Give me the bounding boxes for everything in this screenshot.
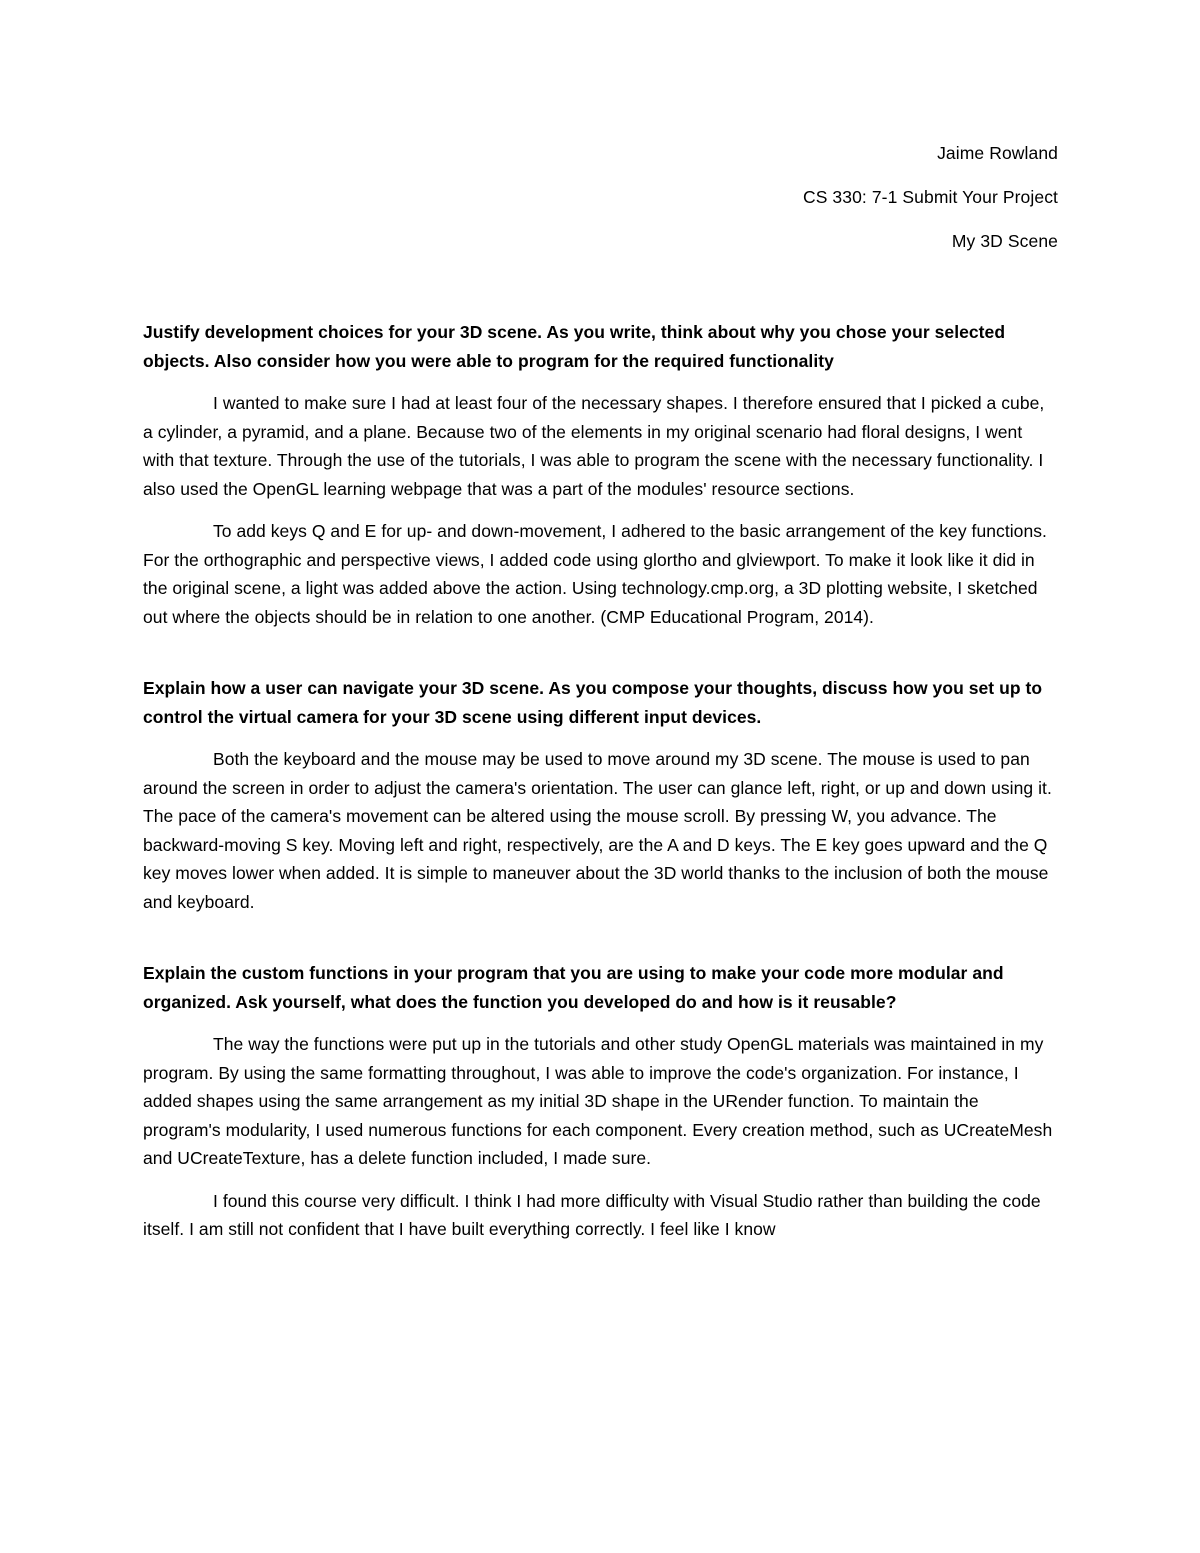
document-header xyxy=(458,142,1058,274)
paragraph: I wanted to make sure I had at least four of the necessary shapes. I therefore ensured that I picked a cube, a cylinder, a pyramid, and a plane. Because two of the elements in my original scenario had floral designs, I went with that texture. Through the use of the tutorials, I was able to program the scene with the necessary functionality. I also used the OpenGL learning webpage that was a part of the modules' resource sections. xyxy=(143,393,1045,499)
section-heading-custom-functions: Explain the custom functions in your program that you are using to make your code more modular and organized. Ask yourself, what does the function you developed do and how is it reusable? xyxy=(143,963,1004,1012)
document-body xyxy=(143,318,1058,1244)
document-title: My 3D Scene xyxy=(951,231,1058,251)
paragraph: I found this course very difficult. I think I had more difficulty with Visual Studio rather than building the code itself. I am still not confident that I have built everything correctly. I feel like I know xyxy=(143,1190,1041,1239)
section-heading-development-choices: Justify development choices for your 3D scene. As you write, think about why you chose your selected objects. Also consider how you were able to program for the required functionality xyxy=(143,322,1006,371)
author-name: Jaime Rowland xyxy=(937,143,1058,163)
paragraph: To add keys Q and E for up- and down-movement, I adhered to the basic arrangement of the key functions. For the orthographic and perspective views, I added code using glortho and glviewport. To make it look like it did in the original scene, a light was added above the action. Using technology.cmp.org, a 3D plotting website, I sketched out where the objects should be in relation to one another. (CMP Educational Program, 2014). xyxy=(143,521,1047,627)
section-heading-navigation: Explain how a user can navigate your 3D scene. As you compose your thoughts, discuss how you set up to control the virtual camera for your 3D scene using different input devices. xyxy=(143,678,1043,727)
paragraph: The way the functions were put up in the tutorials and other study OpenGL materials was maintained in my program. By using the same formatting throughout, I was able to improve the code's organization. For instance, I added shapes using the same arrangement as my initial 3D shape in the URender function. To maintain the program's modularity, I used numerous functions for each component. Every creation method, such as UCreateMesh and UCreateTexture, has a delete function included, I made sure. xyxy=(143,1034,1053,1168)
paragraph: Both the keyboard and the mouse may be used to move around my 3D scene. The mouse is used to pan around the screen in order to adjust the camera's orientation. The user can glance left, right, or up and down using it. The pace of the camera's movement can be altered using the mouse scroll. By pressing W, you advance. The backward-moving S key. Moving left and right, respectively, are the A and D keys. The E key goes upward and the Q key moves lower when added. It is simple to maneuver about the 3D world thanks to the inclusion of both the mouse and keyboard. xyxy=(143,749,1052,912)
course-title: CS 330: 7-1 Submit Your Project xyxy=(802,187,1058,207)
